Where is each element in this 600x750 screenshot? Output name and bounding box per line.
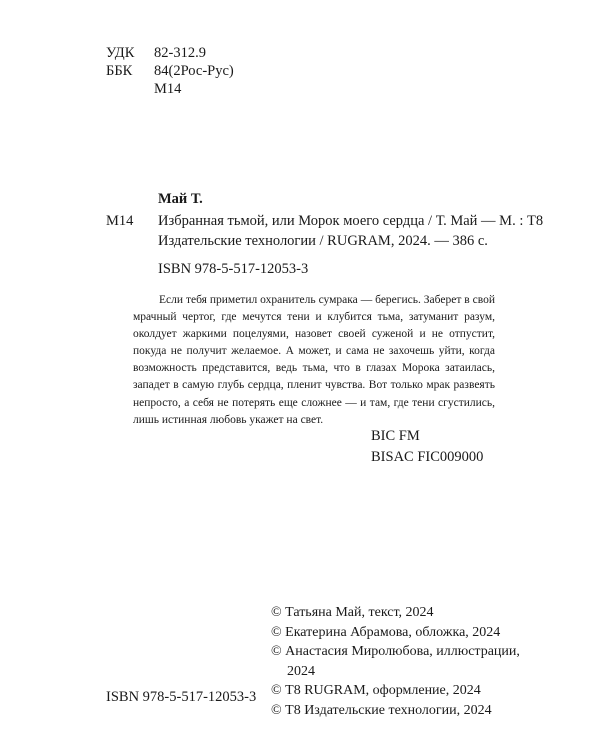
copyright-block <box>271 603 520 721</box>
bisac-code: BISAC FIC009000 <box>371 449 484 465</box>
bic-code: BIC FM <box>371 428 420 444</box>
bbk-label: ББК <box>106 63 133 79</box>
annotation-text: Если тебя приметил охранитель сумрака — берегись. Заберет в свой мрачный чертог, где мечутся тени и клубится тьма, затуманит разум, околдует жаркими поцелуями, назовет своей суженой и не отпустит, покуда не получит желаемое. А может, и сама не захочешь уйти, когда возможность представится, ведь тьма, что в глазах Морока затаилась, западет в самую глубь сердца, пленит чувства. Вот только мрак развеять непросто, а себя не потерять еще сложнее — и там, где тени сгустились, лишь истинная любовь укажет на свет. <box>133 294 495 426</box>
copyright-line-continued: 2024 <box>287 663 315 679</box>
entry-isbn: ISBN 978-5-517-12053-3 <box>158 261 309 277</box>
udk-row <box>106 44 234 62</box>
author-heading: Май Т. <box>158 191 203 207</box>
bbk-value: 84(2Рос-Рус) <box>154 63 234 79</box>
copyright-line: © Екатерина Абрамова, обложка, 2024 <box>271 624 501 640</box>
entry-mark: М14 <box>106 213 134 229</box>
copyright-line: © Анастасия Миролюбова, иллюстрации, <box>271 644 520 660</box>
copyright-line: © Татьяна Май, текст, 2024 <box>271 605 434 620</box>
copyright-line: © Т8 RUGRAM, оформление, 2024 <box>271 683 481 699</box>
classification-block <box>106 44 234 98</box>
subject-codes <box>371 426 483 468</box>
footer-isbn: ISBN 978-5-517-12053-3 <box>106 689 257 705</box>
bib-line-1: Избранная тьмой, или Морок моего сердца / Т. Май — М. : Т8 <box>158 213 544 229</box>
udk-label: УДК <box>106 45 135 61</box>
author-mark: М14 <box>154 81 182 97</box>
bib-description <box>158 212 543 251</box>
copyright-line: © Т8 Издательские технологии, 2024 <box>271 702 492 718</box>
bbk-row <box>106 62 234 80</box>
udk-value: 82-312.9 <box>154 45 206 61</box>
author-mark-row <box>106 80 234 98</box>
bib-line-2: Издательские технологии / RUGRAM, 2024. — 386 с. <box>158 232 488 249</box>
